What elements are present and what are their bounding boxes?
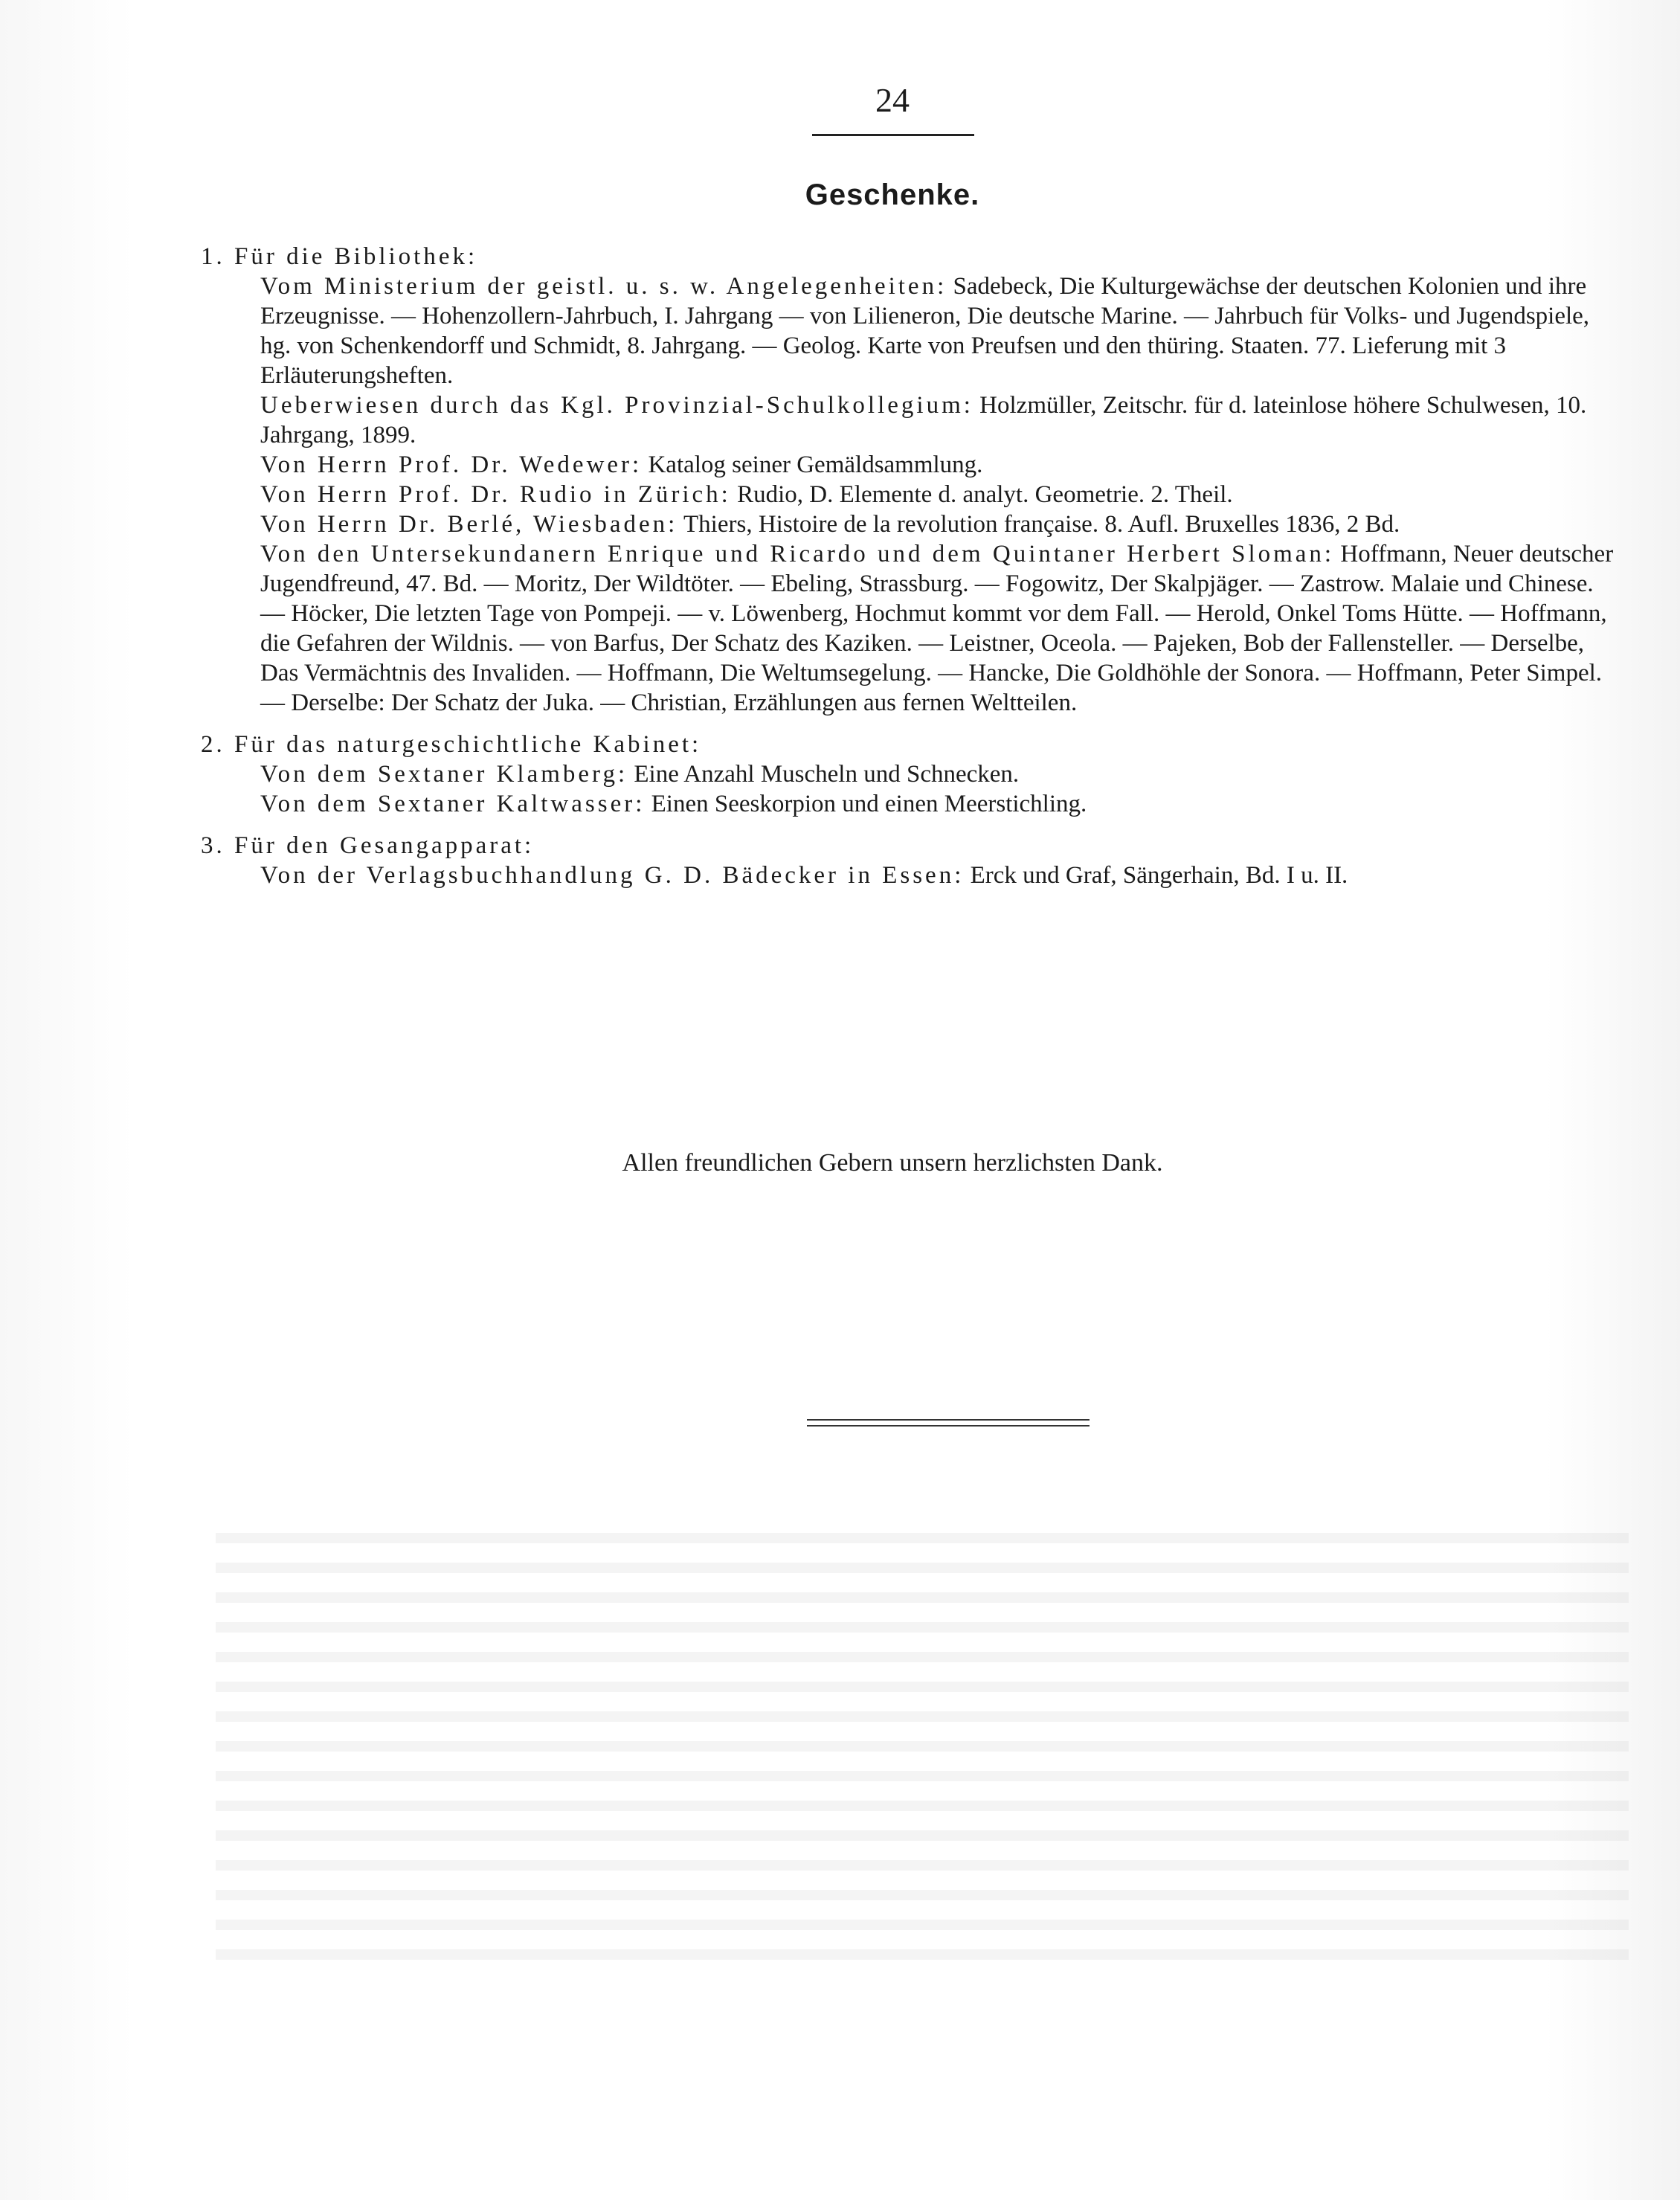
section-natural-history [201,730,1614,819]
donor: Von Herrn Prof. Dr. Rudio in Zürich: [260,481,731,508]
donor: Vom Ministerium der geistl. u. s. w. Angelegenheiten: [260,273,947,300]
page-title: Geschenke. [805,178,980,211]
list-item [260,450,1614,480]
list-item [260,861,1614,890]
donor: Von dem Sextaner Kaltwasser: [260,791,646,817]
gift-text: Sadebeck, Die Kulturgewächse der deutschen Kolonien und ihre Erzeugnisse. — Hohenzollern-Jahrbuch, I. Jahrgang — von Lilieneron, Die deutsche Marine. — Jahrbuch für Volks- und Jugendspiele, hg. von Schenkendorff und Schmidt, 8. Jahrgang. — Geolog. Karte von Preufsen und den thüring. Staaten. 77. Lieferung mit 3 Erläuterungsheften. [260,273,1590,389]
closing-double-rule [807,1419,1090,1427]
section-title: 2. Für das naturgeschichtliche Kabinet: [201,731,702,758]
list-item [260,480,1614,509]
section-title: 1. Für die Bibliothek: [201,243,478,270]
bleed-through-texture [216,1514,1629,1960]
list-item [260,509,1614,539]
donor: Von Herrn Prof. Dr. Wedewer: [260,451,643,478]
section-library [201,242,1614,718]
donations-list [201,242,1614,896]
gift-text: Rudio, D. Elemente d. analyt. Geometrie. 2. Theil. [737,481,1233,508]
list-item [260,539,1614,718]
donor: Von der Verlagsbuchhandlung G. D. Bädecker in Essen: [260,862,965,889]
gift-text: Erck und Graf, Sängerhain, Bd. I u. II. [970,862,1348,889]
list-item [260,390,1614,450]
gift-text: Katalog seiner Gemäldsammlung. [648,451,983,478]
list-item [260,789,1614,819]
section-singing [201,831,1614,890]
gift-text: Einen Seeskorpion und einen Meerstichling. [651,791,1087,817]
gift-text: Eine Anzahl Muscheln und Schnecken. [634,761,1020,788]
page-number-rule [812,134,974,136]
list-item [260,759,1614,789]
donor: Von dem Sextaner Klamberg: [260,761,628,788]
list-item [260,271,1614,390]
gift-text: Holzmüller, Zeitschr. für d. lateinlose höhere Schulwesen, 10. Jahrgang, 1899. [260,392,1587,448]
page-number: 24 [875,81,910,119]
section-title: 3. Für den Gesangapparat: [201,832,535,859]
gift-text: Hoffmann, Neuer deutscher Jugendfreund, 47. Bd. — Moritz, Der Wildtöter. — Ebeling, Strassburg. — Fogowitz, Der Skalpjäger. — Zastrow. Malaie und Chinese. — Höcker, Die letzten Tage von Pompeji. — v. Löwenberg, Hochmut kommt vor dem Fall. — Herold, Onkel Toms Hütte. — Hoffmann, die Gefahren der Wildnis. — von Barfus, Der Schatz des Kaziken. — Leistner, Oceola. — Pajeken, Bob der Fallensteller. — Derselbe, Das Vermächtnis des Invaliden. — Hoffmann, Die Weltumsegelung. — Hancke, Die Goldhöhle der Sonora. — Hoffmann, Peter Simpel. — Derselbe: Der Schatz der Juka. — Christian, Erzählungen aus fernen Weltteilen. [260,541,1614,716]
donor: Von den Untersekundanern Enrique und Ricardo und dem Quintaner Herbert Sloman: [260,541,1335,567]
closing-thanks: Allen freundlichen Gebern unsern herzlichsten Dank. [622,1149,1163,1177]
donor: Ueberwiesen durch das Kgl. Provinzial-Schulkollegium: [260,392,973,419]
gift-text: Thiers, Histoire de la revolution française. 8. Aufl. Bruxelles 1836, 2 Bd. [683,511,1400,538]
donor: Von Herrn Dr. Berlé, Wiesbaden: [260,511,678,538]
